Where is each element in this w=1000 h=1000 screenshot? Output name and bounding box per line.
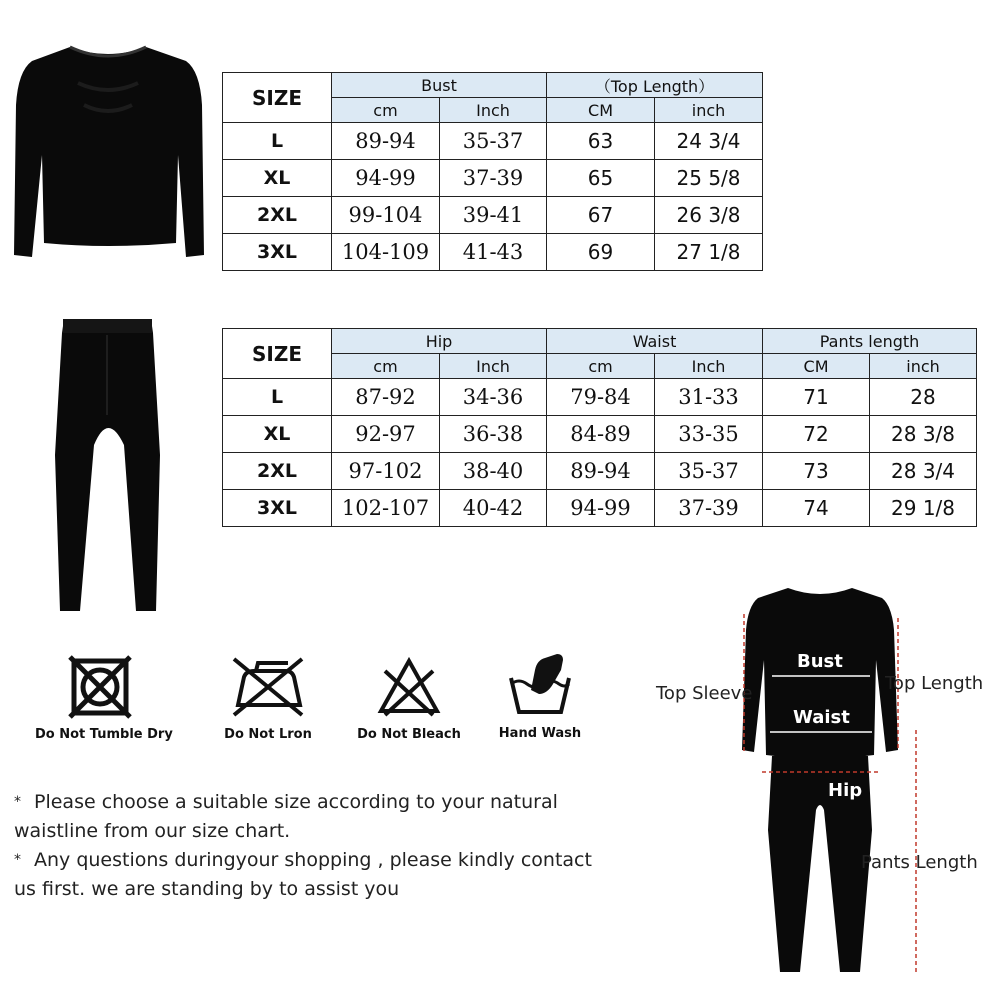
length-inch-cell: 28 3/8 [870,416,977,453]
care-item-hand-wash [475,650,605,741]
table-row [223,197,763,234]
waist-cm-cell: 79-84 [547,379,655,416]
subheader-cm: cm [332,98,440,123]
table-row [223,453,977,490]
subheader-inch: Inch [440,98,547,123]
size-cell: XL [223,160,332,197]
subheader-cm: CM [763,354,870,379]
size-cell: 2XL [223,453,332,490]
length-inch-cell: 25 5/8 [655,160,763,197]
hip-cm-cell: 102-107 [332,490,440,527]
waist-cm-cell: 94-99 [547,490,655,527]
bust-inch-cell: 41-43 [440,234,547,271]
length-inch-cell: 26 3/8 [655,197,763,234]
size-cell: 3XL [223,234,332,271]
do-not-iron-icon [230,655,306,719]
bust-label: Bust [797,651,843,672]
bust-header: Bust [332,73,547,98]
waist-cm-cell: 89-94 [547,453,655,490]
subheader-inch: inch [870,354,977,379]
hip-inch-cell: 40-42 [440,490,547,527]
table-row [223,490,977,527]
table-row [223,160,763,197]
pants-length-header: Pants length [763,329,977,354]
care-label: Hand Wash [498,726,582,741]
top-length-label: Top Length [885,673,984,694]
care-label: Do Not Lron [224,727,312,742]
bust-inch-cell: 39-41 [440,197,547,234]
note-contact [14,846,614,904]
hip-cm-cell: 97-102 [332,453,440,490]
care-item-do-not-iron [203,655,333,742]
top-sleeve-label: Top Sleeve [656,683,753,704]
hip-cm-cell: 87-92 [332,379,440,416]
waist-inch-cell: 31-33 [655,379,763,416]
length-cm-cell: 69 [547,234,655,271]
thermal-top-image [8,35,208,265]
waist-cm-cell: 84-89 [547,416,655,453]
bust-cm-cell: 89-94 [332,123,440,160]
size-cell: 2XL [223,197,332,234]
hip-header: Hip [332,329,547,354]
subheader-inch: inch [655,98,763,123]
bust-inch-cell: 37-39 [440,160,547,197]
bullet-star: * [14,852,21,868]
length-cm-cell: 63 [547,123,655,160]
table-row [223,416,977,453]
length-inch-cell: 29 1/8 [870,490,977,527]
hip-inch-cell: 34-36 [440,379,547,416]
bust-cm-cell: 94-99 [332,160,440,197]
thermal-pants-image [50,315,165,615]
size-header: SIZE [223,73,332,123]
care-item-do-not-tumble-dry [35,655,173,742]
do-not-tumble-dry-icon [68,655,132,719]
size-cell: L [223,123,332,160]
subheader-inch: Inch [440,354,547,379]
bullet-star: * [14,794,21,810]
length-cm-cell: 65 [547,160,655,197]
length-cm-cell: 74 [763,490,870,527]
waist-inch-cell: 33-35 [655,416,763,453]
top-length-header: （Top Length） [547,73,763,98]
table-row [223,379,977,416]
waist-inch-cell: 37-39 [655,490,763,527]
bust-cm-cell: 99-104 [332,197,440,234]
table-row [223,234,763,271]
hip-inch-cell: 38-40 [440,453,547,490]
care-label: Do Not Tumble Dry [35,727,173,742]
pants-length-label: Pants Length [861,852,978,873]
subheader-cm: cm [547,354,655,379]
length-inch-cell: 27 1/8 [655,234,763,271]
hip-cm-cell: 92-97 [332,416,440,453]
subheader-cm: cm [332,354,440,379]
hip-label: Hip [828,780,863,801]
waist-inch-cell: 35-37 [655,453,763,490]
bust-cm-cell: 104-109 [332,234,440,271]
size-header: SIZE [223,329,332,379]
do-not-bleach-icon [377,655,441,719]
size-cell: 3XL [223,490,332,527]
hand-wash-icon [505,650,575,718]
note-text: Please choose a suitable size according to your natural waistline from our size chart. [14,791,558,842]
subheader-inch: Inch [655,354,763,379]
length-inch-cell: 28 3/4 [870,453,977,490]
length-cm-cell: 71 [763,379,870,416]
hip-inch-cell: 36-38 [440,416,547,453]
length-cm-cell: 72 [763,416,870,453]
size-cell: L [223,379,332,416]
pants-size-table [222,328,977,527]
length-cm-cell: 67 [547,197,655,234]
bust-inch-cell: 35-37 [440,123,547,160]
top-size-table [222,72,763,271]
care-label: Do Not Bleach [357,727,461,742]
length-inch-cell: 28 [870,379,977,416]
care-item-do-not-bleach [344,655,474,742]
note-size-advice [14,788,614,846]
waist-header: Waist [547,329,763,354]
table-row [223,123,763,160]
waist-label: Waist [793,707,850,728]
note-text: Any questions duringyour shopping , please kindly contact us first. we are standing by to assist you [14,849,592,900]
length-cm-cell: 73 [763,453,870,490]
subheader-cm: CM [547,98,655,123]
length-inch-cell: 24 3/4 [655,123,763,160]
size-cell: XL [223,416,332,453]
